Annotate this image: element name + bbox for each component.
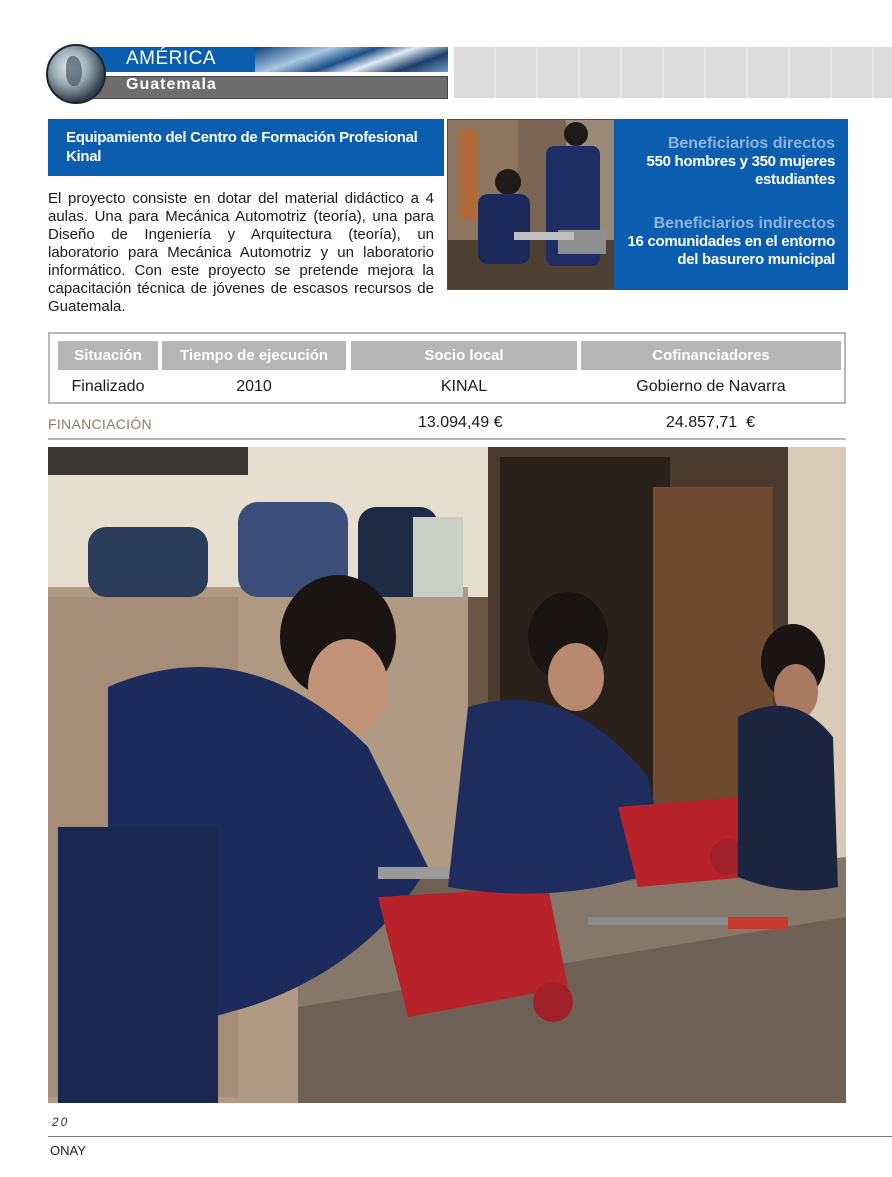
indirect-beneficiaries: [628, 214, 835, 269]
footer-org-label: ONAY: [50, 1143, 86, 1158]
header-decoration-bar: [454, 47, 892, 98]
photo-small-illustration: [448, 120, 614, 289]
cell-tiempo-ejecucion: 2010: [236, 378, 272, 395]
indirect-beneficiaries-line-2: del basurero municipal: [677, 251, 835, 268]
financing-label: FINANCIACIÓN: [48, 416, 152, 432]
project-title-bar: [48, 119, 444, 176]
beneficiaries-panel: [614, 119, 848, 290]
direct-beneficiaries-title: Beneficiarios directos: [667, 135, 835, 152]
page-number: 20: [52, 1115, 70, 1129]
header-situacion: Situación: [58, 341, 158, 370]
header-socio-local: Socio local: [351, 341, 577, 370]
header-cofinanciadores: Cofinanciadores: [581, 341, 841, 370]
project-description: El proyecto consiste en dotar del material didáctico a 4 aulas. Una para Mecánica Automotriz (teoría), una para Diseño de Ingeniería y Arquitectura (teoría), un laboratorio para Mecánica Automotriz y un laboratorio informático. Con este proyecto se pretende mejora la capacitación técnica de jóvenes de escasos recursos de Guatemala.: [48, 190, 434, 315]
financing-local-amount: 13.094,49 €: [418, 414, 503, 431]
cell-socio-local: KINAL: [440, 378, 488, 395]
project-title: Equipamiento del Centro de Formación Profesional Kinal: [66, 129, 418, 165]
country-label: Guatemala: [126, 76, 217, 93]
direct-beneficiaries-line-1: 550 hombres y 350 mujeres: [646, 153, 835, 170]
financing-divider: [48, 438, 846, 440]
project-info-table: [48, 332, 846, 404]
globe-icon: [46, 44, 106, 104]
direct-beneficiaries-line-2: estudiantes: [754, 171, 835, 188]
footer-divider: [48, 1136, 892, 1137]
financing-cofinancing-amount: 24.857,71 €: [666, 414, 755, 431]
header-tiempo-ejecucion: Tiempo de ejecución: [162, 341, 346, 370]
indirect-beneficiaries-title: Beneficiarios indirectos: [653, 215, 835, 232]
cell-cofinanciadores: Gobierno de Navarra: [636, 378, 786, 395]
region-label: AMÉRICA: [126, 48, 217, 69]
students-workshop-photo-small: [447, 119, 615, 290]
cell-situacion: Finalizado: [71, 378, 145, 395]
wave-decoration: [255, 47, 448, 72]
photo-large-illustration: [48, 447, 846, 1103]
indirect-beneficiaries-line-1: 16 comunidades en el entorno: [627, 233, 835, 250]
students-vise-workshop-photo: [48, 447, 846, 1103]
direct-beneficiaries: [647, 134, 835, 189]
